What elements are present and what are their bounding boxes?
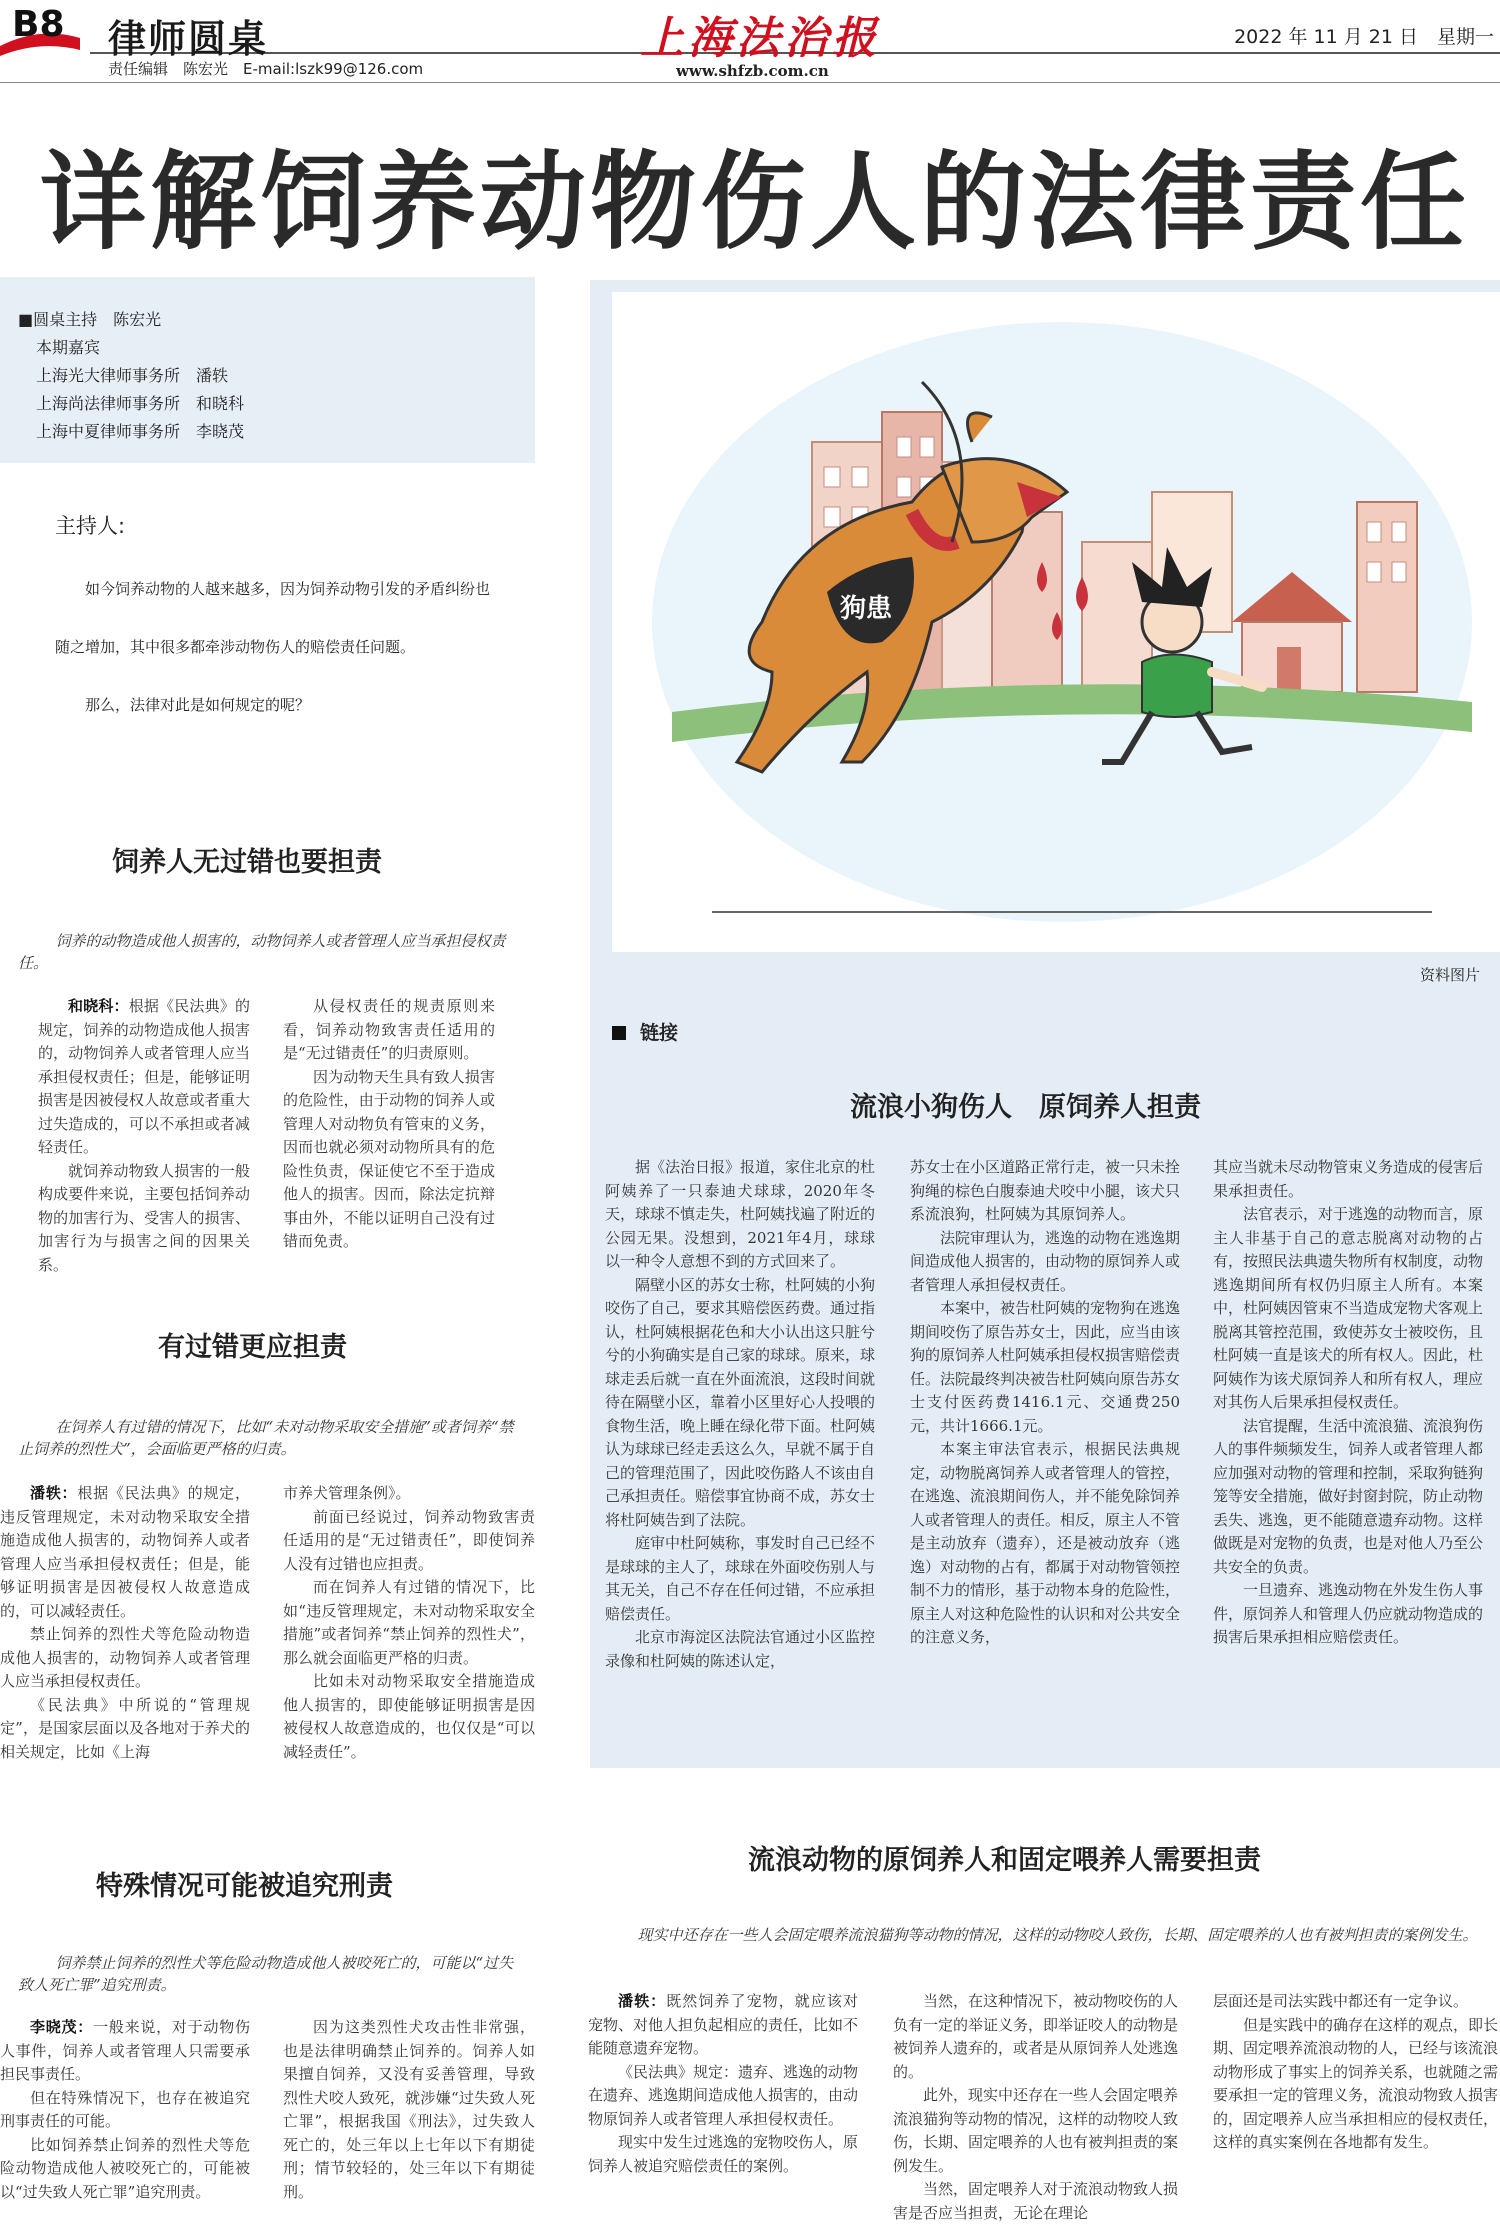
paragraph-text: 《民法典》中所说的“管理规定”，是国家层面以及各地对于养犬的相关规定，比如《上海 xyxy=(0,1695,250,1761)
paragraph-text: 既然饲养了宠物，就应该对宠物、对他人担负起相应的责任，比如不能随意遗弃宠物。 xyxy=(588,1992,859,2057)
paragraph-text: 法院审理认为，逃逸的动物在逃逸期间造成他人损害的，由动物的原饲养人或者管理人承担侵权责任。 xyxy=(910,1228,1181,1294)
section-name: 律师圆桌 xyxy=(108,17,269,61)
paragraph-text: 因为这类烈性犬攻击性非常强，也是法律明确禁止饲养的。饲养人如果擅自饲养，又没有妥善管理，导致烈性犬咬人致死，就涉嫌“过失致人死亡罪”，根据我国《刑法》，过失致人死亡的，处三年以上七年以下有期徒刑；情节较轻的，处三年以下有期徒刑。 xyxy=(283,2018,535,2201)
link-title: 流浪小狗伤人 原饲养人担责 xyxy=(850,1092,1201,1123)
paragraph-text: 一旦遗弃、逃逸动物在外发生伤人事件，原饲养人和管理人仍应就动物造成的损害后果承担相应赔偿责任。 xyxy=(1213,1581,1484,1646)
paragraph-text: 此外，现实中还存在一些人会固定喂养流浪猫狗等动物的情况，这样的动物咬人致伤，长期、固定喂养的人也有被判担责的案例发生。 xyxy=(893,2086,1179,2175)
host-box xyxy=(0,277,535,463)
paragraph-text: 当然，在这种情况下，被动物咬伤的人负有一定的举证义务，即举证咬人的动物是被饲养人遗弃的，或者是从原饲养人处逃逸的。 xyxy=(893,1992,1179,2081)
paragraph-text: 据《法治日报》报道，家住北京的杜阿姨养了一只泰迪犬球球，2020年冬天，球球不慎走失，杜阿姨找遍了附近的公园无果。没想到，2021年4月，球球以一种令人意想不到的方式回来了。 xyxy=(605,1158,876,1270)
guest-line: 上海光大律师事务所 潘轶 xyxy=(36,366,229,385)
illustration xyxy=(612,292,1500,952)
paragraph-text: 本案中，被告杜阿姨的宠物狗在逃逸期间咬伤了原告苏女士，因此，应当由该狗的原饲养人杜阿姨承担侵权损害赔偿责任。法院最终判决被告杜阿姨向原告苏女士支付医药费1416.1元、交通费250元，共计1666.1元。 xyxy=(910,1299,1181,1435)
section-title: 流浪动物的原饲养人和固定喂养人需要担责 xyxy=(748,1845,1261,1876)
paragraph-text: 根据《民法典》的规定，违反管理规定，未对动物采取安全措施造成他人损害的，动物饲养人或者管理人应当承担侵权责任；但是，能够证明损害是因被侵权人故意造成的，可以减轻责任。 xyxy=(0,1484,250,1620)
section-title: 饲养人无过错也要担责 xyxy=(112,847,382,878)
section-column xyxy=(0,1482,250,1764)
paragraph-text: 就饲养动物致人损害的一般构成要件来说，主要包括饲养动物的加害行为、受害人的损害、加害行为与损害之间的因果关系。 xyxy=(38,1161,250,1274)
paragraph-text: 当然，固定喂养人对于流浪动物致人损害是否应当担责，无论在理论 xyxy=(893,2180,1179,2222)
section-title: 有过错更应担责 xyxy=(158,1332,347,1363)
paragraph-text: 层面还是司法实践中都还有一定争议。 xyxy=(1213,1992,1469,2010)
section-column xyxy=(283,995,495,1254)
section-column xyxy=(283,2016,535,2204)
guest-heading: 本期嘉宾 xyxy=(36,338,101,357)
section-lead: 饲养禁止饲养的烈性犬等危险动物造成他人被咬死亡的，可能以“过失致人死亡罪”追究刑责。 xyxy=(18,1954,514,1994)
guest-line: 上海尚法律师事务所 和晓科 xyxy=(36,394,245,413)
guest-line: 上海中夏律师事务所 李晓茂 xyxy=(36,422,245,441)
headline: 详解饲养动物伤人的法律责任 xyxy=(40,141,1470,264)
paragraph-text: 北京市海淀区法院法官通过小区监控录像和杜阿姨的陈述认定， xyxy=(605,1628,876,1670)
section-column xyxy=(0,2016,250,2204)
stray-column xyxy=(893,1990,1178,2225)
paragraph-text: 《民法典》规定：遗弃、逃逸的动物在遗弃、逃逸期间造成他人损害的，由动物原饲养人或者管理人承担侵权责任。 xyxy=(588,2062,859,2128)
dog-attack-illustration xyxy=(612,292,1500,952)
paragraph-text: 禁止饲养的烈性犬等危险动物造成他人损害的，动物饲养人或者管理人应当承担侵权责任。 xyxy=(0,1625,250,1690)
speaker-name: 和晓科： xyxy=(68,997,129,1015)
paragraph-text: 因为动物天生具有致人损害的危险性，由于动物的饲养人或管理人对动物负有管束的义务，因而也就必须对动物所具有的危险性负责，保证使它不至于造成他人的损害。因而，除法定抗辩事由外，不能以证明自己没有过错而免责。 xyxy=(283,1067,495,1250)
speaker-name: 李晓茂： xyxy=(30,2018,94,2036)
section-title: 特殊情况可能被追究刑责 xyxy=(96,1871,393,1902)
paragraph-text: 法官表示，对于逃逸的动物而言，原主人非基于自己的意志脱离对动物的占有，按照民法典遗失物所有权制度，动物逃逸期间所有权仍归原主人所有。本案中，杜阿姨因管束不当造成宠物犬客观上脱离其管控范围，致使苏女士被咬伤，且杜阿姨一直是该犬的所有权人。因此，杜阿姨作为该犬原饲养人和所有权人，理应对其伤人后果承担侵权责任。 xyxy=(1213,1205,1484,1411)
intro-paragraph: 如今饲养动物的人越来越多，因为饲养动物引发的矛盾纠纷也随之增加，其中很多都牵涉动物伤人的赔偿责任问题。 xyxy=(55,580,491,656)
paragraph-text: 法官提醒，生活中流浪猫、流浪狗伤人的事件频频发生，饲养人或者管理人都应加强对动物的管理和控制，采取狗链狗笼等安全措施，做好封窗封院，防止动物丢失、逃逸，更不能随意遗弃动物。这样做既是对宠物的负责，也是对他人乃至公共安全的负责。 xyxy=(1213,1416,1484,1576)
paragraph-text: 从侵权责任的规责原则来看，饲养动物致害责任适用的是“无过错责任”的归责原则。 xyxy=(283,997,495,1062)
paragraph-text: 苏女士在小区道路正常行走，被一只未拴狗绳的棕色白腹泰迪犬咬中小腿，该犬只系流浪狗，杜阿姨为其原饲养人。 xyxy=(910,1158,1181,1223)
issue-date: 2022 年 11 月 21 日 星期一 xyxy=(1234,26,1494,48)
paragraph-text: 现实中发生过逃逸的宠物咬伤人，原饲养人被追究赔偿责任的案例。 xyxy=(588,2133,859,2175)
section-lead: 在饲养人有过错的情况下，比如“未对动物采取安全措施”或者饲养“禁止饲养的烈性犬”，会面临更严格的归责。 xyxy=(18,1418,514,1458)
paragraph-text: 其应当就未尽动物管束义务造成的侵害后果承担责任。 xyxy=(1213,1158,1484,1200)
image-credit: 资料图片 xyxy=(1419,966,1480,984)
host-line: ■圆桌主持 陈宏光 xyxy=(18,310,162,329)
link-label xyxy=(612,1018,678,1045)
paragraph-text: 但在特殊情况下，也存在被追究刑事责任的可能。 xyxy=(0,2088,250,2130)
paper-url: www.shfzb.com.cn xyxy=(676,62,829,80)
intro-text xyxy=(55,560,500,734)
intro-paragraph: 那么，法律对此是如何规定的呢？ xyxy=(85,696,311,714)
section-column xyxy=(283,1482,535,1764)
paragraph-text: 一般来说，对于动物伤人事件，饲养人或者管理人只需要承担民事责任。 xyxy=(0,2018,250,2083)
editor-line: 责任编辑 陈宏光 E-mail:lszk99@126.com xyxy=(108,60,424,78)
paragraph-text: 比如饲养禁止饲养的烈性犬等危险动物造成他人被咬死亡的，可能被以“过失致人死亡罪”追究刑责。 xyxy=(0,2135,250,2201)
header-rule-bottom xyxy=(0,82,1500,83)
section-lead: 现实中还存在一些人会固定喂养流浪猫狗等动物的情况，这样的动物咬人致伤，长期、固定喂养的人也有被判担责的案例发生。 xyxy=(637,1926,1478,1944)
square-bullet-icon xyxy=(612,1026,626,1040)
paragraph-text: 而在饲养人有过错的情况下，比如“违反管理规定，未对动物采取安全措施”或者饲养“禁止饲养的烈性犬”，那么就会面临更严格的归责。 xyxy=(283,1578,535,1667)
link-column xyxy=(605,1156,875,1673)
paragraph-text: 比如未对动物采取安全措施造成他人损害的，即使能够证明损害是因被侵权人故意造成的，也仅仅是“可以减轻责任”。 xyxy=(283,1672,535,1761)
paragraph-text: 庭审中杜阿姨称，事发时自己已经不是球球的主人了，球球在外面咬伤别人与其无关，自己不存在任何过错，不应承担赔偿责任。 xyxy=(605,1534,876,1623)
host-label: 主持人: xyxy=(55,514,126,538)
dog-badge-text: 狗患 xyxy=(840,594,893,624)
section-column xyxy=(38,995,250,1277)
paper-masthead: 上海法治报 xyxy=(640,13,880,64)
paragraph-text: 市养犬管理条例》。 xyxy=(283,1484,411,1502)
paragraph-text: 前面已经说过，饲养动物致害责任适用的是“无过错责任”，即使饲养人没有过错也应担责。 xyxy=(283,1507,535,1573)
stray-column xyxy=(1213,1990,1498,2155)
speaker-name: 潘轶： xyxy=(618,1992,667,2010)
section-lead: 饲养的动物造成他人损害的，动物饲养人或者管理人应当承担侵权责任。 xyxy=(18,932,506,972)
paragraph-text: 本案主审法官表示，根据民法典规定，动物脱离饲养人或者管理人的管控，在逃逸、流浪期间伤人，并不能免除饲养人或者管理人的责任。相反，原主人不管是主动放弃（遗弃），还是被动放弃（逃逸）对动物的占有，都属于对动物管领控制不力的情形，基于动物本身的危险性，原主人对这种危险性的认识和对公共安全的注意义务， xyxy=(910,1440,1181,1646)
page-number: B8 xyxy=(12,4,65,45)
paragraph-text: 但是实践中的确存在这样的观点，即长期、固定喂养流浪动物的人，已经与该流浪动物形成了事实上的饲养关系，也就随之需要承担一定的管理义务，流浪动物致人损害的，固定喂养人应当承担相应的侵权责任，这样的真实案例在各地都有发生。 xyxy=(1213,2015,1499,2151)
speaker-name: 潘轶： xyxy=(30,1484,78,1502)
paragraph-text: 根据《民法典》的规定，饲养的动物造成他人损害的，动物饲养人或者管理人应当承担侵权责任；但是，能够证明损害是因被侵权人故意或者重大过失造成的，可以不承担或者减轻责任。 xyxy=(38,997,250,1156)
stray-column xyxy=(588,1990,858,2178)
paragraph-text: 隔壁小区的苏女士称，杜阿姨的小狗咬伤了自己，要求其赔偿医药费。通过指认，杜阿姨根据花色和大小认出这只脏兮兮的小狗确实是自己家的球球。原来，球球走丢后就一直在外面流浪，这段时间就待在隔壁小区，靠着小区里好心人投喂的食物生活，晚上睡在绿化带下面。杜阿姨认为球球已经走丢这么久，早就不属于自己的管理范围了，因此咬伤路人不该由自己承担责任。赔偿事宜协商不成，苏女士将杜阿姨告到了法院。 xyxy=(605,1275,876,1529)
link-label-text: 链接 xyxy=(640,1022,679,1044)
link-column xyxy=(1213,1156,1483,1650)
link-column xyxy=(910,1156,1180,1650)
